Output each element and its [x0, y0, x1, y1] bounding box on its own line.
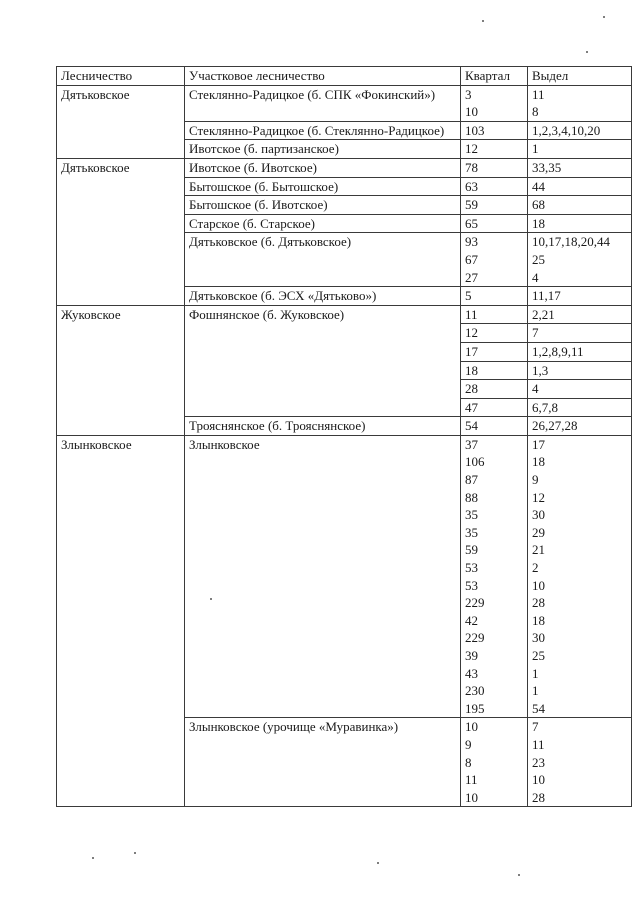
quarter-cell: [461, 196, 528, 215]
header-section: Выдел: [528, 67, 632, 86]
quarter-cell: [461, 233, 528, 287]
section-value: 18: [532, 612, 545, 628]
quarter-cell: [461, 121, 528, 140]
district-forestry-cell: Дятьковское (б. Дятьковское): [185, 233, 461, 287]
quarter-value: 229: [465, 595, 485, 611]
section-cell: [528, 342, 632, 361]
section-value: 10,17,18,20,44: [532, 234, 610, 250]
section-value: 11: [532, 736, 545, 752]
section-value: 1,3: [532, 362, 549, 378]
section-value: 11,17: [532, 288, 561, 304]
section-value: 25: [532, 648, 545, 663]
quarter-value: 87: [465, 472, 478, 488]
section-value: 7: [532, 325, 539, 341]
quarter-value: 106: [465, 454, 485, 470]
section-cell: [528, 718, 632, 807]
district-forestry-cell: Ивотское (б. партизанское): [185, 140, 461, 159]
section-value: 1: [532, 683, 539, 699]
quarter-cell: [461, 417, 528, 436]
quarter-cell: [461, 718, 528, 807]
table-row: [57, 435, 632, 718]
section-cell: [528, 435, 632, 718]
scan-speck: [518, 874, 520, 876]
section-value: 10: [532, 772, 545, 788]
quarter-cell: [461, 158, 528, 177]
section-cell: [528, 398, 632, 417]
quarter-value: 10: [465, 104, 478, 120]
section-cell: [528, 287, 632, 306]
header-quarter: Квартал: [461, 67, 528, 86]
quarter-value: 5: [465, 288, 472, 304]
quarter-cell: [461, 85, 528, 121]
district-forestry-cell: Стеклянно-Радицкое (б. Стеклянно-Радицкое): [185, 121, 461, 140]
section-value: 26,27,28: [532, 418, 578, 434]
quarter-value: 103: [465, 122, 485, 138]
quarter-value: 10: [465, 719, 478, 735]
table-body: [57, 85, 632, 807]
quarter-value: 18: [465, 362, 478, 378]
quarter-value: 47: [465, 399, 478, 415]
quarter-value: 59: [465, 197, 478, 213]
quarter-cell: [461, 305, 528, 324]
district-forestry-cell: Ивотское (б. Ивотское): [185, 158, 461, 177]
quarter-value: 3: [465, 86, 472, 102]
district-forestry-cell: Стеклянно-Радицкое (б. СПК «Фокинский»): [185, 85, 461, 121]
section-value: 12: [532, 489, 545, 505]
quarter-value: 67: [465, 251, 478, 267]
quarter-value: 37: [465, 436, 478, 452]
quarter-value: 39: [465, 648, 478, 663]
section-value: 23: [532, 754, 545, 770]
quarter-value: 59: [465, 542, 478, 558]
quarter-value: 65: [465, 215, 478, 231]
section-value: 18: [532, 454, 545, 470]
table-header-row: [57, 67, 632, 86]
section-cell: [528, 361, 632, 380]
section-value: 1,2,3,4,10,20: [532, 122, 601, 138]
quarter-cell: [461, 287, 528, 306]
section-value: 6,7,8: [532, 399, 558, 415]
district-forestry-cell: Злынковское: [185, 435, 461, 718]
scan-speck: [377, 862, 379, 864]
district-forestry-cell: Дятьковское (б. ЭСХ «Дятьково»): [185, 287, 461, 306]
quarter-cell: [461, 140, 528, 159]
section-cell: [528, 380, 632, 399]
district-forestry-cell: Бытошское (б. Ивотское): [185, 196, 461, 215]
district-forestry-cell: Фошнянское (б. Жуковское): [185, 305, 461, 417]
quarter-cell: [461, 361, 528, 380]
section-cell: [528, 177, 632, 196]
section-cell: [528, 121, 632, 140]
section-value: 25: [532, 251, 545, 267]
table-row: [57, 85, 632, 121]
section-value: 9: [532, 472, 539, 488]
section-value: 2: [532, 560, 539, 576]
section-value: 2,21: [532, 306, 555, 322]
section-value: 4: [532, 381, 539, 397]
quarter-value: 8: [465, 754, 472, 770]
forestry-table: [56, 66, 632, 807]
quarter-value: 12: [465, 141, 478, 157]
section-value: 21: [532, 542, 545, 558]
quarter-cell: [461, 342, 528, 361]
section-cell: [528, 196, 632, 215]
quarter-value: 229: [465, 630, 485, 646]
quarter-value: 63: [465, 178, 478, 194]
section-value: 1: [532, 141, 539, 157]
forestry-cell: Жуковское: [57, 305, 185, 435]
quarter-value: 43: [465, 665, 478, 681]
quarter-value: 78: [465, 159, 478, 175]
quarter-value: 11: [465, 306, 478, 322]
district-forestry-cell: Бытошское (б. Бытошское): [185, 177, 461, 196]
section-value: 44: [532, 178, 545, 194]
table-row: [57, 305, 632, 324]
scan-speck: [586, 51, 588, 53]
quarter-value: 35: [465, 507, 478, 523]
section-value: 18: [532, 215, 545, 231]
forestry-cell: Дятьковское: [57, 85, 185, 158]
quarter-value: 230: [465, 683, 485, 699]
section-value: 8: [532, 104, 539, 120]
quarter-cell: [461, 214, 528, 233]
section-cell: [528, 158, 632, 177]
scan-speck: [92, 857, 94, 859]
forestry-cell: Злынковское: [57, 435, 185, 806]
header-district-forestry: Участковое лесничество: [185, 67, 461, 86]
quarter-value: 27: [465, 269, 478, 285]
section-value: 1,2,8,9,11: [532, 343, 584, 359]
section-value: 28: [532, 595, 545, 611]
section-value: 11: [532, 86, 545, 102]
section-cell: [528, 233, 632, 287]
quarter-cell: [461, 177, 528, 196]
quarter-cell: [461, 398, 528, 417]
section-value: 17: [532, 436, 545, 452]
section-cell: [528, 214, 632, 233]
quarter-cell: [461, 380, 528, 399]
forestry-cell: Дятьковское: [57, 158, 185, 305]
section-value: 68: [532, 197, 545, 213]
table-row: [57, 158, 632, 177]
quarter-cell: [461, 435, 528, 718]
quarter-value: 88: [465, 489, 478, 505]
district-forestry-cell: Трояснянское (б. Трояснянское): [185, 417, 461, 436]
quarter-value: 54: [465, 418, 478, 434]
section-cell: [528, 85, 632, 121]
scan-speck: [134, 852, 136, 854]
quarter-value: 42: [465, 612, 478, 628]
section-value: 30: [532, 507, 545, 523]
district-forestry-cell: Старское (б. Старское): [185, 214, 461, 233]
quarter-value: 35: [465, 524, 478, 540]
section-value: 29: [532, 524, 545, 540]
section-cell: [528, 417, 632, 436]
scan-speck: [482, 20, 484, 22]
section-value: 28: [532, 789, 545, 805]
section-cell: [528, 324, 632, 343]
quarter-value: 53: [465, 577, 478, 593]
header-forestry: Лесничество: [57, 67, 185, 86]
section-value: 54: [532, 700, 545, 716]
section-cell: [528, 305, 632, 324]
section-value: 1: [532, 665, 539, 681]
section-value: 30: [532, 630, 545, 646]
district-forestry-cell: Злынковское (урочище «Муравинка»): [185, 718, 461, 807]
quarter-value: 195: [465, 700, 485, 716]
quarter-value: 93: [465, 234, 478, 250]
quarter-value: 12: [465, 325, 478, 341]
section-value: 4: [532, 269, 539, 285]
scan-speck: [603, 16, 605, 18]
quarter-value: 53: [465, 560, 478, 576]
quarter-value: 17: [465, 343, 478, 359]
section-value: 7: [532, 719, 539, 735]
scan-speck: [210, 598, 212, 600]
quarter-value: 11: [465, 772, 478, 788]
quarter-cell: [461, 324, 528, 343]
quarter-value: 9: [465, 736, 472, 752]
quarter-value: 10: [465, 789, 478, 805]
section-value: 10: [532, 577, 545, 593]
section-value: 33,35: [532, 159, 562, 175]
quarter-value: 28: [465, 381, 478, 397]
section-cell: [528, 140, 632, 159]
